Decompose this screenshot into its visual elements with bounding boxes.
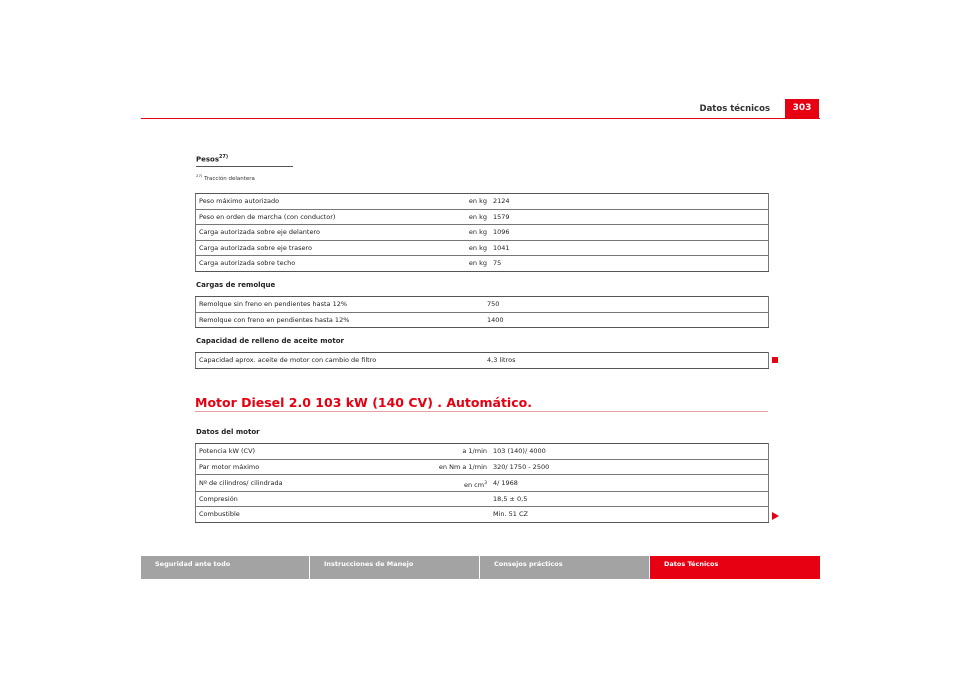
row-unit: en kg xyxy=(422,225,490,241)
table-row xyxy=(196,312,769,328)
row-label: Potencia kW (CV) xyxy=(196,444,423,460)
footnote-text: Tracción delantera xyxy=(204,175,255,182)
row-label: Carga autorizada sobre techo xyxy=(196,256,423,272)
table-row xyxy=(196,475,769,492)
row-label: Peso máximo autorizado xyxy=(196,194,423,210)
nav-tab-datos-tecnicos[interactable]: Datos Técnicos xyxy=(650,556,820,579)
row-unit: en Nm a 1/min xyxy=(422,459,490,475)
row-label: Combustible xyxy=(196,507,423,523)
table-row xyxy=(196,353,769,369)
row-unit: en kg xyxy=(422,194,490,210)
engine-table xyxy=(195,443,769,523)
row-value: 2124 xyxy=(490,194,769,210)
table-row xyxy=(196,194,769,210)
row-label: Compresión xyxy=(196,491,423,507)
row-value: 750 xyxy=(484,297,769,313)
row-value: 1579 xyxy=(490,209,769,225)
table-row xyxy=(196,209,769,225)
row-label: Carga autorizada sobre eje trasero xyxy=(196,240,423,256)
table-row xyxy=(196,297,769,313)
page-header-title: Datos técnicos xyxy=(699,104,770,114)
row-value: 18,5 ± 0,5 xyxy=(490,491,769,507)
row-value: 1400 xyxy=(484,312,769,328)
row-unit xyxy=(422,507,490,523)
weights-table xyxy=(195,193,769,272)
footnote-divider xyxy=(196,166,293,167)
section-title: Motor Diesel 2.0 103 kW (140 CV) . Automático. xyxy=(195,395,532,410)
section-end-marker xyxy=(772,357,778,363)
header-divider xyxy=(141,118,820,119)
nav-tab-consejos[interactable]: Consejos prácticos xyxy=(480,556,649,579)
footnote-ref: 27) xyxy=(219,154,229,160)
row-label: Peso en orden de marcha (con conductor) xyxy=(196,209,423,225)
table-row xyxy=(196,459,769,475)
row-unit xyxy=(422,491,490,507)
page-number: 303 xyxy=(785,99,819,118)
trailer-heading: Cargas de remolque xyxy=(196,281,276,289)
oil-table xyxy=(195,352,769,369)
row-value: 4/ 1968 xyxy=(490,475,769,492)
row-value: 320/ 1750 - 2500 xyxy=(490,459,769,475)
oil-heading: Capacidad de relleno de aceite motor xyxy=(196,337,344,345)
footnote-number: 27) xyxy=(196,173,203,178)
row-unit: a 1/min xyxy=(422,444,490,460)
row-unit-superscript: 3 xyxy=(484,481,487,487)
section-title-divider xyxy=(195,411,768,412)
trailer-table xyxy=(195,296,769,328)
row-label: Par motor máximo xyxy=(196,459,423,475)
row-unit: en cm xyxy=(464,481,485,490)
continue-arrow-icon xyxy=(772,512,779,520)
table-row xyxy=(196,444,769,460)
table-row xyxy=(196,491,769,507)
row-label: Remolque con freno en pendientes hasta 12% xyxy=(196,312,485,328)
table-row xyxy=(196,240,769,256)
table-row xyxy=(196,256,769,272)
weights-label: Pesos xyxy=(196,155,220,164)
row-value: Min. 51 CZ xyxy=(490,507,769,523)
row-value: 4,3 litros xyxy=(484,353,769,369)
row-unit: en kg xyxy=(422,240,490,256)
weights-heading xyxy=(196,154,228,163)
nav-tab-instrucciones[interactable]: Instrucciones de Manejo xyxy=(310,556,479,579)
row-value: 1041 xyxy=(490,240,769,256)
row-unit-cell xyxy=(422,475,490,492)
footnote xyxy=(196,173,255,182)
table-row xyxy=(196,225,769,241)
row-label: Capacidad aprox. aceite de motor con cambio de filtro xyxy=(196,353,485,369)
engine-heading: Datos del motor xyxy=(196,428,260,436)
row-value: 1096 xyxy=(490,225,769,241)
table-row xyxy=(196,507,769,523)
nav-tab-seguridad[interactable]: Seguridad ante todo xyxy=(141,556,309,579)
row-label: Carga autorizada sobre eje delantero xyxy=(196,225,423,241)
row-value: 103 (140)/ 4000 xyxy=(490,444,769,460)
row-unit: en kg xyxy=(422,209,490,225)
row-unit: en kg xyxy=(422,256,490,272)
row-label: Nº de cilindros/ cilindrada xyxy=(196,475,423,492)
row-label: Remolque sin freno en pendientes hasta 12% xyxy=(196,297,485,313)
row-value: 75 xyxy=(490,256,769,272)
